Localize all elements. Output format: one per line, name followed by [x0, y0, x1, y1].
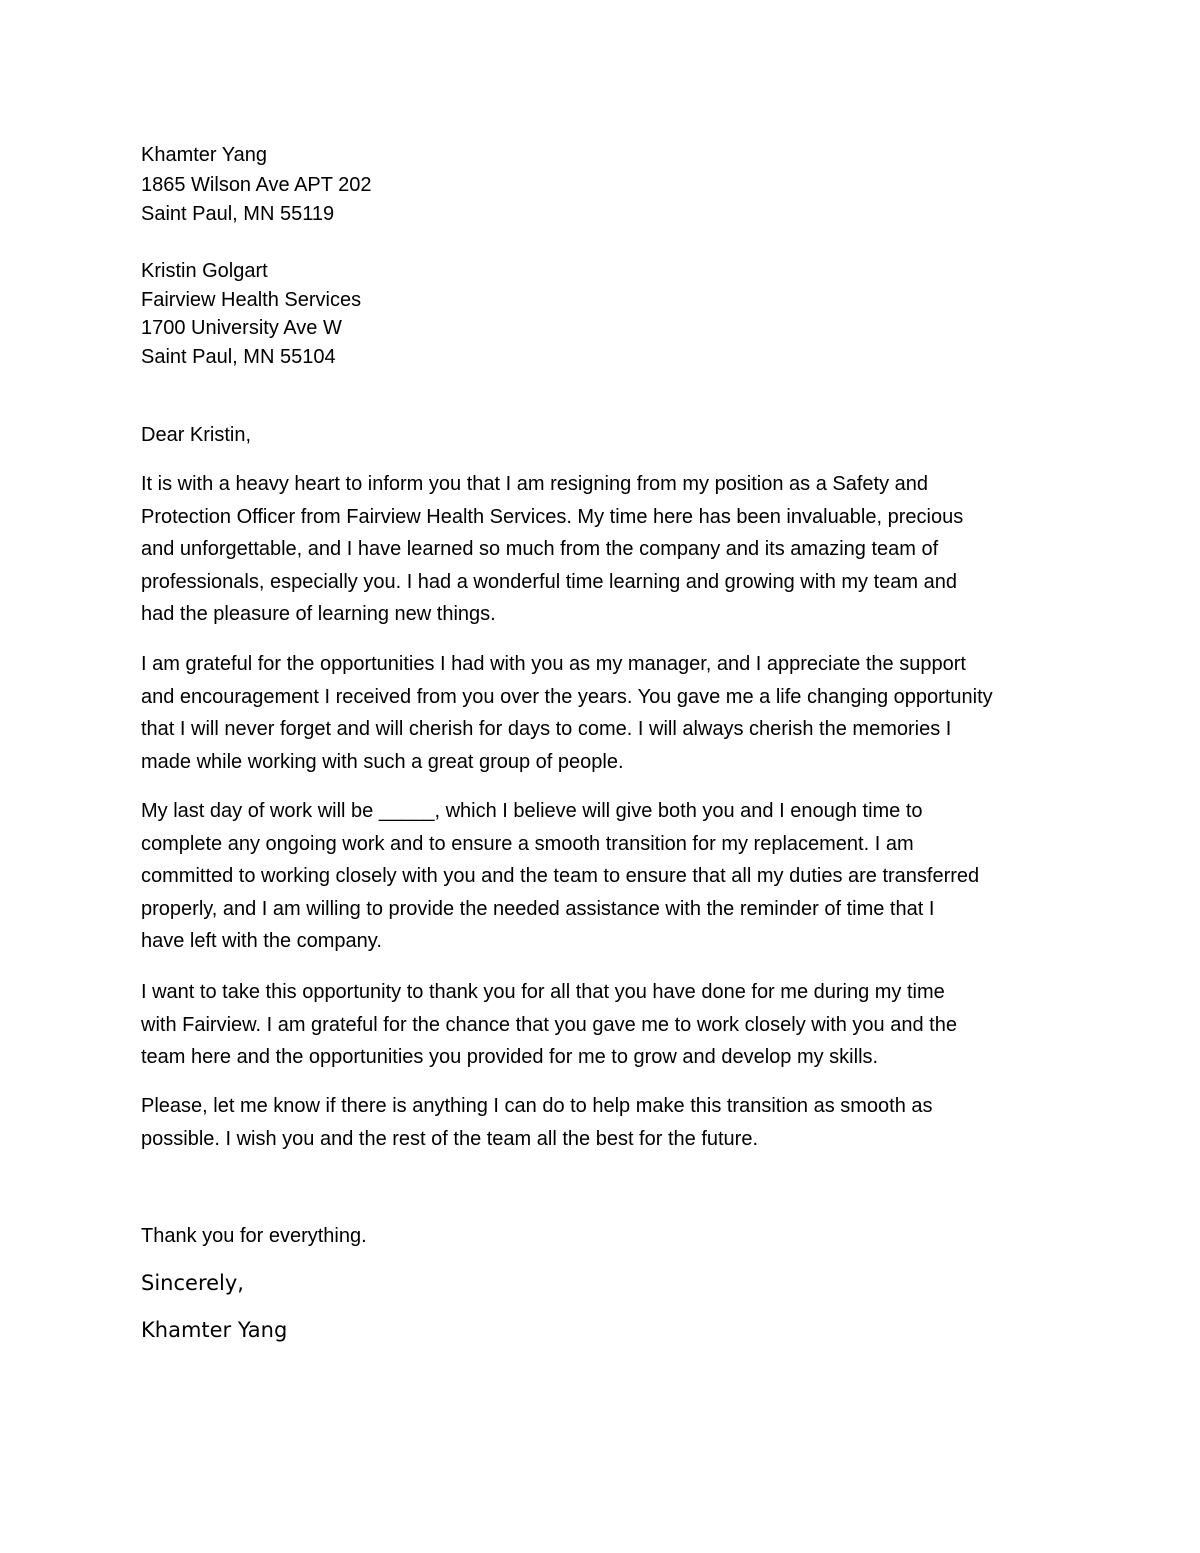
sender-address-line1: 1865 Wilson Ave APT 202: [141, 174, 372, 196]
paragraph-line: with Fairview. I am grateful for the chance that you gave me to work closely with you and the: [141, 1013, 957, 1036]
paragraph-line: and encouragement I received from you over the years. You gave me a life changing opportunity: [141, 685, 993, 708]
recipient-address-line2: Saint Paul, MN 55104: [141, 346, 336, 368]
paragraph-line: made while working with such a great group of people.: [141, 750, 624, 773]
paragraph-line: complete any ongoing work and to ensure a smooth transition for my replacement. I am: [141, 832, 914, 855]
paragraph-line: professionals, especially you. I had a wonderful time learning and growing with my team and: [141, 570, 957, 593]
signature-name: Khamter Yang: [141, 1318, 288, 1342]
recipient-address-line1: 1700 University Ave W: [141, 317, 342, 339]
body-paragraph-3: [141, 795, 1071, 958]
recipient-name: Kristin Golgart: [141, 260, 268, 282]
sender-name: Khamter Yang: [141, 144, 268, 166]
body-paragraph-1: [141, 468, 1071, 631]
salutation: Dear Kristin,: [141, 424, 252, 446]
paragraph-line: properly, and I am willing to provide the needed assistance with the reminder of time that I: [141, 897, 935, 920]
paragraph-line: committed to working closely with you and the team to ensure that all my duties are transferred: [141, 865, 980, 888]
paragraph-line: had the pleasure of learning new things.: [141, 603, 496, 626]
body-paragraph-2: [141, 648, 1071, 778]
paragraph-line: team here and the opportunities you provided for me to grow and develop my skills.: [141, 1046, 879, 1069]
paragraph-line: Protection Officer from Fairview Health Services. My time here has been invaluable, precious: [141, 505, 964, 528]
paragraph-line: Please, let me know if there is anything I can do to help make this transition as smooth as: [141, 1095, 933, 1117]
closing-remark: Thank you for everything.: [141, 1225, 367, 1247]
signoff: Sincerely,: [141, 1271, 244, 1295]
paragraph-line: and unforgettable, and I have learned so much from the company and its amazing team of: [141, 538, 939, 561]
paragraph-line: that I will never forget and will cherish for days to come. I will always cherish the memories I: [141, 718, 952, 741]
paragraph-line: possible. I wish you and the rest of the team all the best for the future.: [141, 1127, 759, 1150]
paragraph-line: have left with the company.: [141, 930, 382, 953]
paragraph-line: My last day of work will be _____, which I believe will give both you and I enough time to: [141, 800, 923, 822]
sender-address-line2: Saint Paul, MN 55119: [141, 203, 335, 225]
body-paragraph-4: [141, 976, 1071, 1074]
paragraph-line: I want to take this opportunity to thank you for all that you have done for me during my time: [141, 981, 945, 1003]
paragraph-line: I am grateful for the opportunities I had with you as my manager, and I appreciate the support: [141, 653, 966, 675]
recipient-organization: Fairview Health Services: [141, 289, 362, 311]
body-paragraph-5: [141, 1090, 1071, 1155]
paragraph-line: It is with a heavy heart to inform you that I am resigning from my position as a Safety and: [141, 473, 929, 495]
